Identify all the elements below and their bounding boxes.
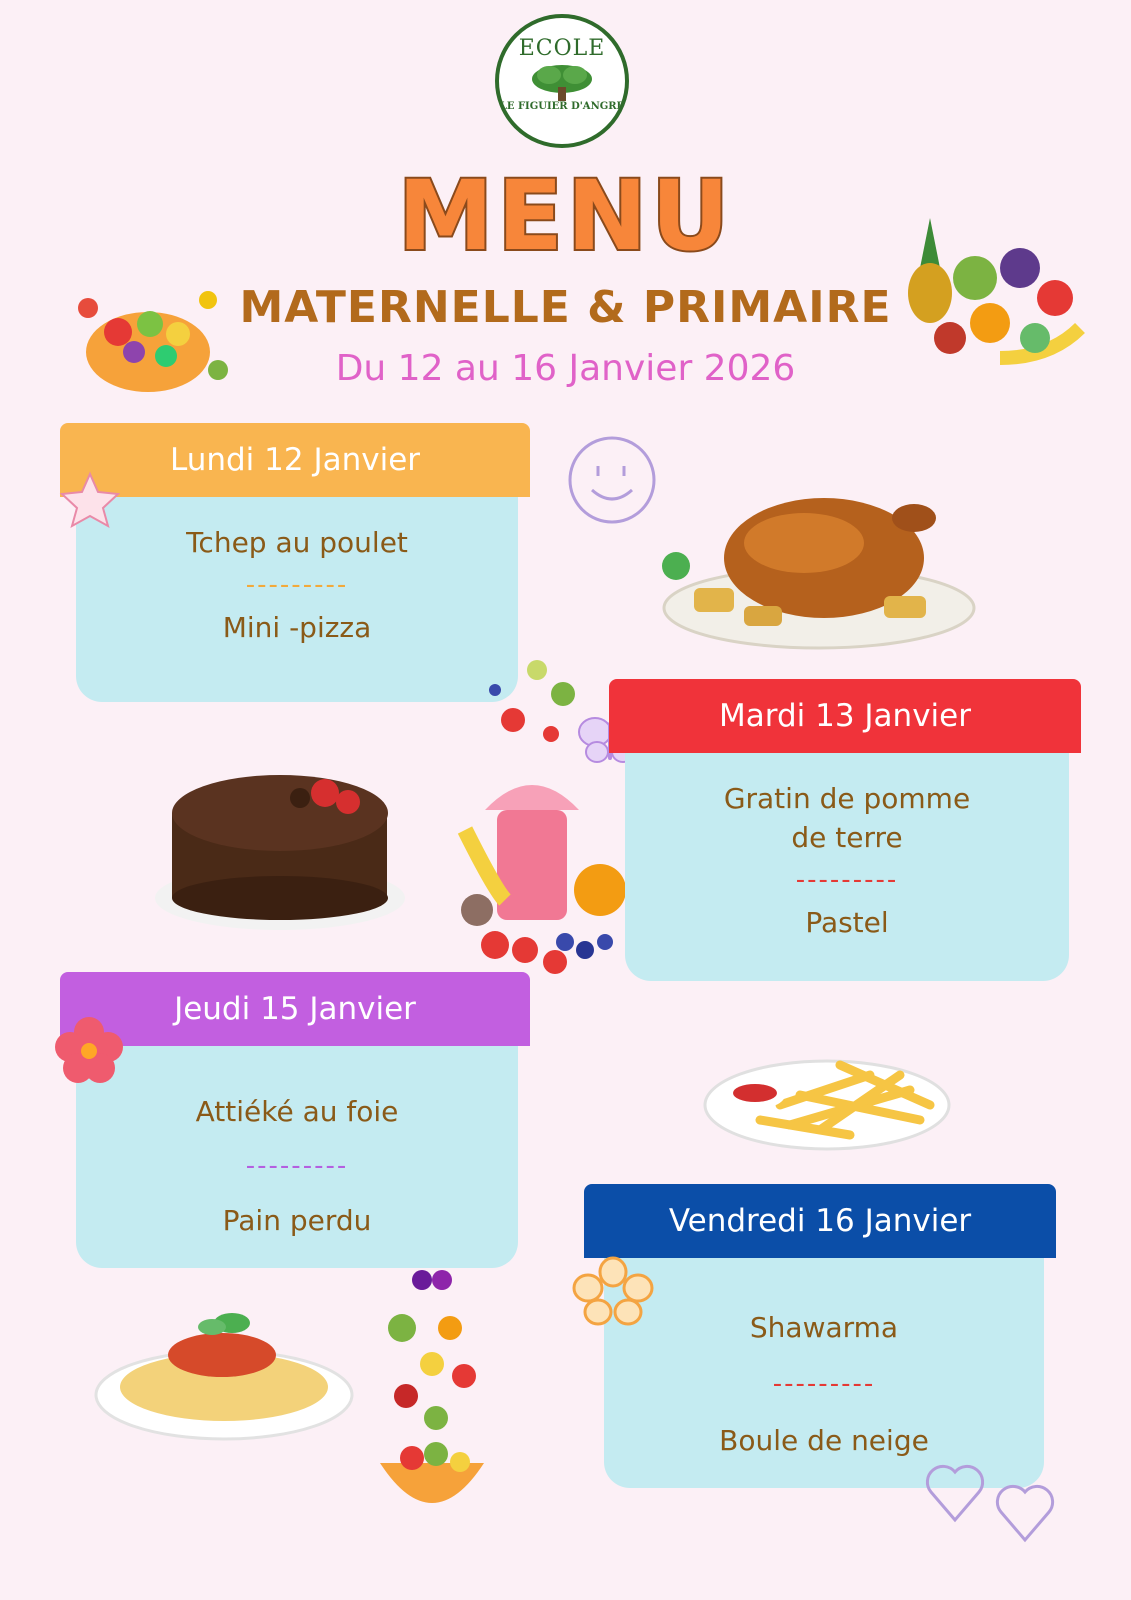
main-dish: Attiéké au foie [195, 1095, 399, 1128]
tree-icon [527, 63, 597, 103]
dessert: Pain perdu [222, 1204, 372, 1238]
day-menu [625, 753, 1069, 981]
fruit-basket-icon [880, 208, 1095, 378]
day-card-vendredi [584, 1184, 1056, 1488]
flower-icon [52, 1014, 126, 1084]
dessert: Mini -pizza [222, 611, 372, 645]
day-card-mardi [609, 679, 1081, 981]
day-header: Lundi 12 Janvier [60, 423, 530, 497]
main-dish: Shawarma [749, 1311, 899, 1344]
flower-outline-icon [568, 1256, 658, 1326]
page-subtitle: MATERNELLE & PRIMAIRE [239, 282, 892, 333]
main-dish-line-2: de terre [791, 821, 903, 855]
spaghetti-icon [92, 1305, 357, 1445]
day-menu [76, 1046, 518, 1268]
smiley-icon [562, 432, 662, 532]
french-fries-icon [700, 1035, 955, 1155]
fruit-cup-icon [372, 1268, 492, 1528]
main-dish: Tchep au poulet [186, 526, 408, 559]
dessert: Boule de neige [719, 1424, 929, 1458]
logo-school-label: ECOLE [518, 36, 606, 61]
dish-separator: --------- [795, 865, 899, 896]
main-dish-line-1: Gratin de pomme [723, 782, 971, 815]
day-header: Jeudi 15 Janvier [60, 972, 530, 1046]
day-header: Vendredi 16 Janvier [584, 1184, 1056, 1258]
school-logo [495, 14, 629, 148]
fruit-salad-icon [58, 252, 238, 402]
chocolate-cake-icon [150, 758, 410, 933]
day-menu [76, 497, 518, 702]
star-icon [58, 470, 122, 530]
page-title: MENU [397, 160, 734, 272]
roast-chicken-icon [654, 468, 984, 658]
dish-separator: --------- [245, 1151, 349, 1182]
hearts-icon [925, 1450, 1075, 1550]
logo-school-sub: LE FIGUIER D'ANGRE [499, 101, 625, 112]
day-header: Mardi 13 Janvier [609, 679, 1081, 753]
dessert: Pastel [805, 906, 889, 940]
date-range: Du 12 au 16 Janvier 2026 [335, 348, 796, 389]
dish-separator: --------- [245, 570, 349, 601]
day-card-jeudi [60, 972, 530, 1268]
dish-separator: --------- [772, 1369, 876, 1400]
